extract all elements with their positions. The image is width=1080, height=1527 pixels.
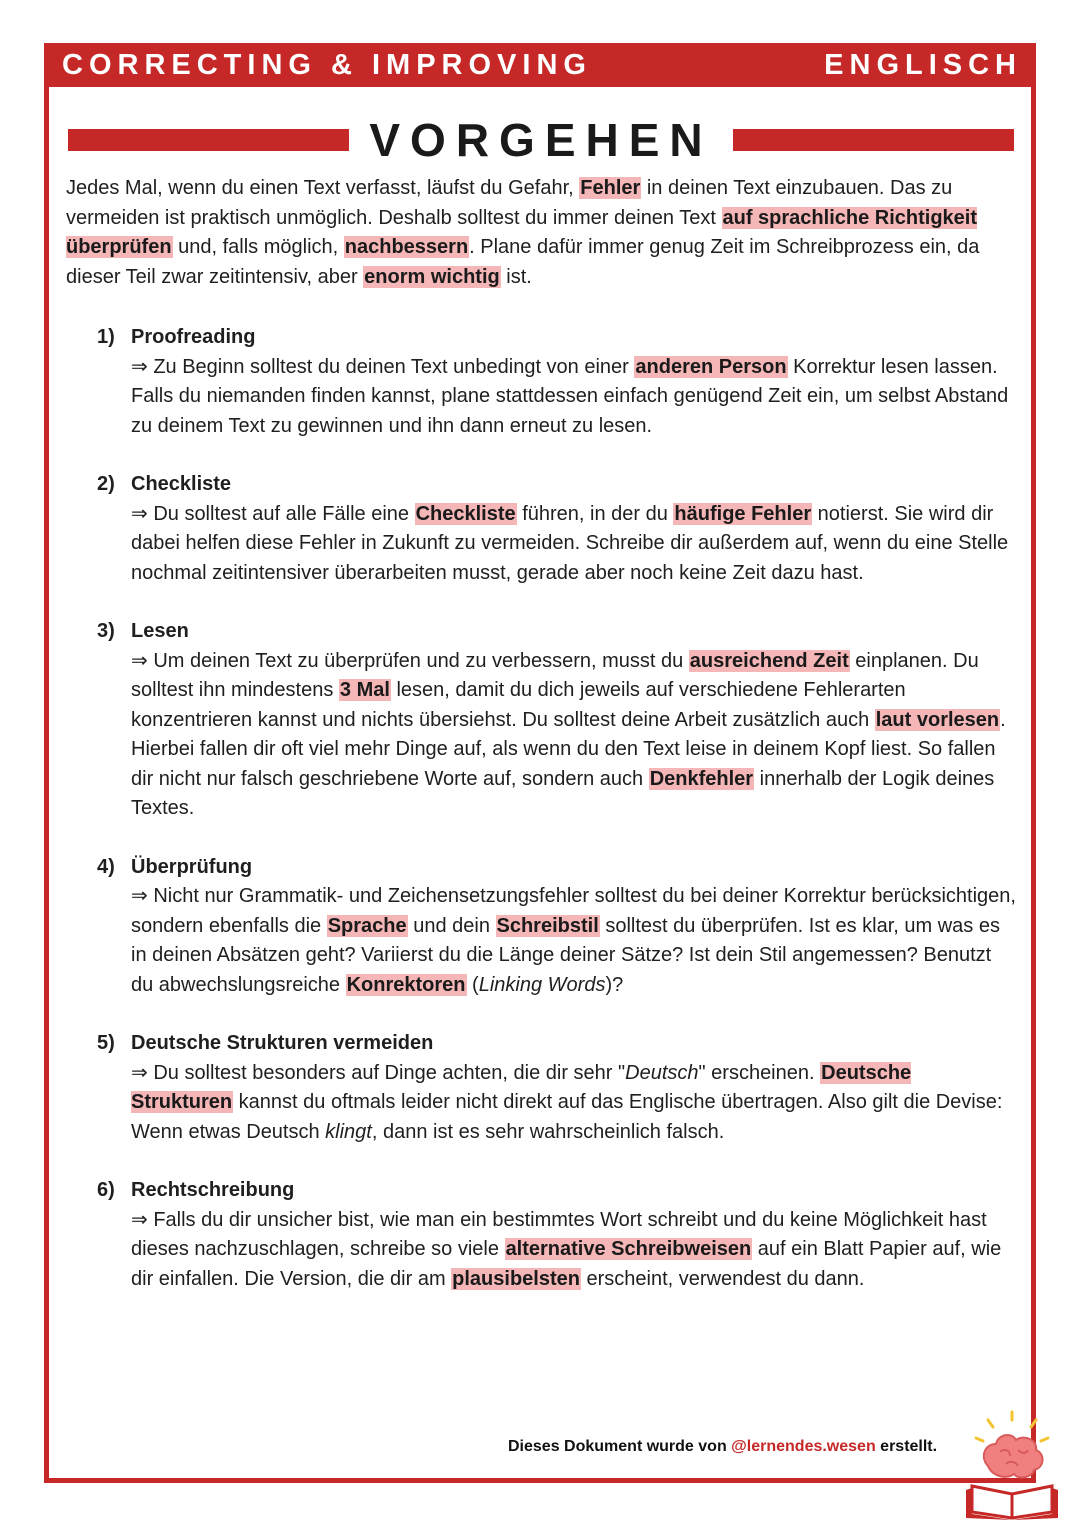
step-highlight: Checkliste — [415, 502, 516, 525]
steps-list — [66, 323, 1016, 1294]
author-handle[interactable]: @lernendes.wesen — [731, 1438, 876, 1455]
step-text-part: ⇒ Falls du dir unsicher bist, wie man ein bestimmtes Wort schreibt und du keine Möglichkeit hast dieses nachzuschlagen, schreibe so viele — [131, 1208, 987, 1260]
step-title: Überprüfung — [131, 855, 253, 878]
step-italic: Deutsch — [625, 1061, 699, 1084]
step-title: Lesen — [131, 620, 189, 642]
step-number: 4) — [97, 855, 115, 878]
step-title: Proofreading — [131, 326, 256, 348]
step-text — [131, 1206, 1016, 1295]
header-topic: CORRECTING & IMPROVING — [62, 48, 592, 81]
step-highlight: 3 Mal — [339, 679, 390, 701]
step-italic: klingt — [325, 1120, 372, 1143]
step-number: 6) — [97, 1179, 115, 1201]
step-text-part: einplanen. Du solltest ihn mindestens — [131, 649, 979, 701]
step-highlight: Konrektoren — [346, 973, 466, 996]
step-highlight: anderen Person — [635, 355, 787, 378]
step-text-part: notierst. Sie wird dir dabei helfen diese Fehler in Zukunft zu vermeiden. Schreibe dir außerdem auf, wenn du eine Stelle nochmal zeitintensiver überarbeiten musst, gerade aber noch keine Zeit dazu hast. — [131, 502, 1009, 584]
footer-credit — [508, 1438, 937, 1456]
step-text — [131, 1059, 1016, 1148]
step-proofreading — [97, 323, 1016, 441]
footer-text: Dieses Dokument wurde von — [508, 1438, 732, 1455]
step-checkliste — [97, 470, 1016, 588]
step-body — [131, 853, 1016, 1001]
intro-paragraph — [66, 174, 1016, 292]
step-rechtschreibung — [97, 1176, 1016, 1294]
step-lesen — [97, 617, 1016, 824]
step-text — [131, 647, 1016, 824]
step-text-part: ⇒ Um deinen Text zu überprüfen und zu verbessern, musst du — [131, 649, 689, 672]
intro-highlight: auf sprachliche Richtigkeit überprüfen — [66, 206, 978, 258]
step-text-part: kannst du oftmals leider nicht direkt auf das Englische übertragen. Also gilt die Devise: Wenn etwas Deutsch — [131, 1091, 1003, 1143]
step-number: 2) — [97, 473, 115, 495]
page-header — [44, 43, 1036, 87]
step-text-part: erscheint, verwendest du dann. — [580, 1267, 865, 1290]
brain-book-logo-icon — [962, 1408, 1062, 1520]
intro-highlight: Fehler — [580, 177, 641, 199]
step-text-part: innerhalb der Logik deines Textes. — [131, 767, 995, 819]
intro-text: . Plane dafür immer genug Zeit im Schreibprozess ein, da dieser Teil zwar zeitintensiv, aber — [66, 236, 980, 288]
step-highlight: alternative Schreibweisen — [505, 1238, 752, 1260]
step-body — [131, 617, 1016, 824]
step-deutsche-strukturen — [97, 1029, 1016, 1147]
step-text-part: ⇒ Nicht nur Grammatik- und Zeichensetzungsfehler solltest du bei deiner Korrektur berücksichtigen, sondern ebenfalls die — [131, 885, 1016, 937]
footer-text: erstellt. — [875, 1438, 938, 1455]
intro-highlight: nachbessern — [344, 236, 469, 258]
intro-highlight: enorm wichtig — [364, 265, 500, 288]
step-text-part: . Hierbei fallen dir oft viel mehr Dinge auf, als wenn du den Text leise in deinem Kopf liest. So fallen dir nicht nur falsch geschriebene Worte auf, sondern auch — [131, 708, 1006, 790]
step-text-part: " erscheinen. — [698, 1061, 821, 1084]
step-text-part: auf ein Blatt Papier auf, wie dir einfallen. Die Version, die dir am — [131, 1238, 1002, 1290]
intro-text: in deinen Text einzubauen. Das zu vermeiden ist praktisch unmöglich. Deshalb solltest du immer deinen Text — [66, 177, 953, 229]
step-body — [131, 1176, 1016, 1294]
step-title: Deutsche Strukturen vermeiden — [131, 1032, 434, 1054]
main-content — [66, 174, 1016, 1294]
step-highlight: Denkfehler — [649, 767, 754, 790]
step-text-part: ⇒ Zu Beginn solltest du deinen Text unbedingt von einer — [131, 355, 635, 378]
step-text — [131, 353, 1016, 442]
step-text-part: ⇒ Du solltest auf alle Fälle eine — [131, 502, 415, 525]
step-ueberpruefung — [97, 853, 1016, 1001]
step-text-part: lesen, damit du dich jeweils auf verschiedene Fehlerarten konzentrieren kannst und nichts übersiehst. Du solltest deine Arbeit zusätzlich auch — [131, 679, 906, 731]
page-title: VORGEHEN — [369, 114, 713, 166]
step-highlight: Sprache — [327, 914, 407, 937]
step-title: Checkliste — [131, 473, 232, 495]
step-text-part: , dann ist es sehr wahrscheinlich falsch. — [371, 1120, 725, 1143]
intro-text: und, falls möglich, — [172, 236, 344, 258]
intro-text: Jedes Mal, wenn du einen Text verfasst, läufst du Gefahr, — [66, 177, 580, 199]
step-text-part: ( — [466, 973, 479, 996]
step-text-part: ⇒ Du solltest besonders auf Dinge achten, die dir sehr " — [131, 1061, 626, 1084]
intro-text: ist. — [500, 265, 532, 288]
step-text-part: und dein — [407, 914, 496, 937]
step-italic: Linking Words — [478, 973, 606, 996]
step-body — [131, 323, 1016, 441]
step-number: 3) — [97, 620, 115, 642]
step-text-part: Korrektur lesen lassen. Falls du niemanden finden kannst, plane stattdessen einfach genügend Zeit ein, um selbst Abstand zu deinem Text zu gewinnen und ihn dann erneut zu lesen. — [131, 355, 1009, 437]
step-text-part: solltest du überprüfen. Ist es klar, um was es in deinen Absätzen geht? Variierst du die Länge deiner Sätze? Ist dein Stil angemessen? Benutzt du abwechslungsreiche — [131, 914, 1000, 996]
step-highlight: Schreibstil — [496, 914, 599, 937]
title-row — [68, 112, 1014, 168]
title-bar-left — [68, 129, 349, 151]
step-body — [131, 470, 1016, 588]
step-number: 5) — [97, 1032, 115, 1054]
step-highlight: plausibelsten — [452, 1267, 580, 1290]
header-subject: ENGLISCH — [824, 48, 1022, 81]
step-text-part: führen, in der du — [516, 502, 674, 525]
step-title: Rechtschreibung — [131, 1179, 295, 1201]
title-bar-right — [733, 129, 1014, 151]
step-number: 1) — [97, 326, 115, 348]
step-highlight: laut vorlesen — [875, 708, 1000, 731]
step-text — [131, 500, 1016, 589]
step-highlight: häufige Fehler — [674, 502, 812, 525]
step-highlight: ausreichend Zeit — [689, 649, 849, 672]
step-text — [131, 882, 1016, 1000]
step-text-part: )? — [605, 973, 624, 996]
step-body — [131, 1029, 1016, 1147]
step-highlight: Deutsche Strukturen — [131, 1061, 912, 1113]
